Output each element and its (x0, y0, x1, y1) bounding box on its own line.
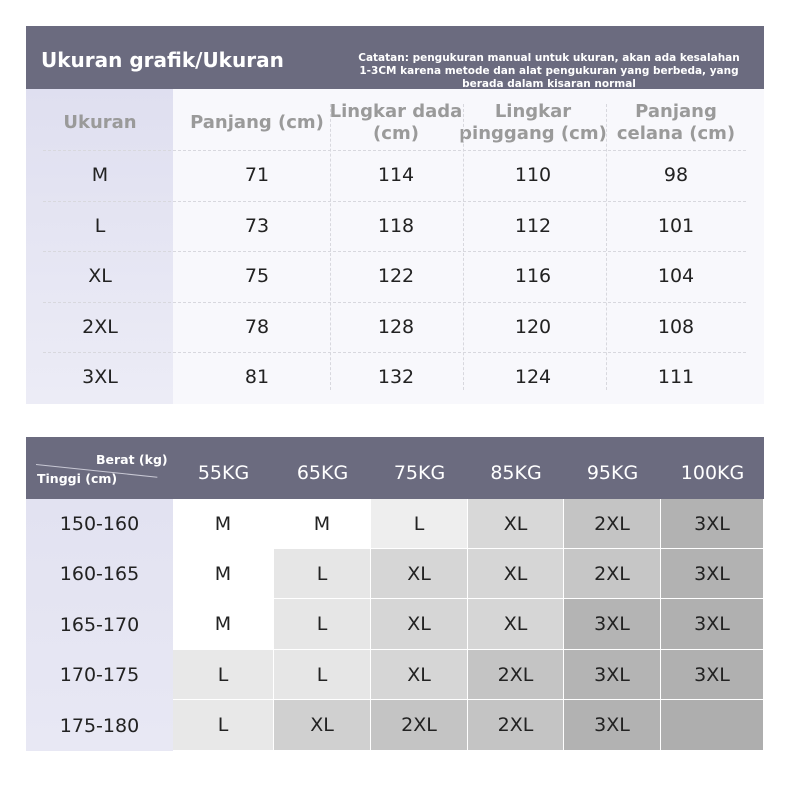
row-divider (43, 251, 746, 252)
column-divider (606, 104, 607, 390)
measurement-cell: 114 (377, 164, 415, 186)
measurement-cell: 78 (244, 316, 270, 338)
size-label-cell: 2XL (82, 316, 118, 338)
recommended-size-cell: 2XL (468, 700, 564, 751)
size-chart-title: Ukuran grafik/Ukuran (41, 48, 284, 72)
measurement-cell: 71 (244, 164, 270, 186)
column-divider (463, 104, 464, 390)
measurement-cell: 128 (377, 316, 415, 338)
measurement-cell: 73 (244, 215, 270, 237)
recommended-size-cell: L (274, 549, 371, 599)
recommended-size-cell: M (274, 499, 371, 549)
size-label-cell: M (91, 164, 109, 186)
height-range-cell: 150-160 (59, 513, 140, 535)
recommended-size-cell: L (371, 499, 468, 549)
weight-header-cell: 85KG (490, 462, 542, 484)
recommended-size-cell (661, 700, 764, 751)
row-divider (43, 150, 746, 151)
height-range-cell: 165-170 (59, 613, 140, 636)
header-chest: Lingkar dada (cm) (329, 101, 463, 144)
recommended-size-cell: 3XL (661, 549, 764, 599)
size-chart-panel (26, 26, 764, 404)
row-divider (43, 201, 746, 202)
measurement-cell: 120 (514, 316, 552, 338)
recommended-size-cell: 3XL (564, 599, 661, 650)
size-label-cell: L (94, 215, 106, 237)
measurement-cell: 124 (514, 366, 552, 388)
column-divider (330, 104, 331, 390)
weight-header-cell: 55KG (197, 462, 250, 484)
weight-header-cell: 100KG (680, 462, 745, 484)
recommended-size-cell: XL (468, 499, 564, 549)
header-size: Ukuran (63, 112, 137, 133)
size-chart-note: Catatan: pengukuran manual untuk ukuran, akan ada kesalahan 1-3CM karena metode dan alat pengukuran yang berbeda, yang berada dalam kisaran normal (358, 52, 740, 90)
header-waist: Lingkar pinggang (cm) (459, 101, 607, 144)
recommended-size-cell: XL (371, 599, 468, 650)
row-divider (43, 352, 746, 353)
measurement-cell: 104 (657, 265, 695, 287)
measurement-cell: 110 (514, 164, 552, 186)
measurement-cell: 111 (657, 366, 695, 388)
recommended-size-cell: 3XL (661, 599, 764, 650)
header-pants-length: Panjang celana (cm) (616, 101, 736, 144)
recommended-size-cell: 2XL (468, 650, 564, 700)
weight-axis-label: Berat (kg) (96, 452, 168, 467)
recommended-size-cell: XL (274, 700, 371, 751)
measurement-cell: 108 (657, 316, 695, 338)
recommended-size-cell: 3XL (661, 499, 764, 549)
measurement-cell: 122 (377, 265, 415, 287)
recommended-size-cell: L (274, 599, 371, 650)
weight-header-cell: 75KG (393, 462, 446, 484)
recommended-size-cell: 2XL (564, 499, 661, 549)
header-length: Panjang (cm) (190, 112, 324, 133)
recommended-size-cell: L (274, 650, 371, 700)
measurement-cell: 101 (657, 215, 695, 237)
size-chart-header (26, 26, 764, 89)
recommended-size-cell: XL (371, 549, 468, 599)
recommended-size-cell: 2XL (564, 549, 661, 599)
measurement-cell: 132 (377, 366, 415, 388)
row-divider (43, 302, 746, 303)
recommended-size-cell: L (173, 700, 274, 751)
measurement-cell: 118 (377, 215, 415, 237)
recommended-size-cell: 3XL (661, 650, 764, 700)
size-label-cell: 3XL (82, 366, 118, 388)
recommended-size-cell: XL (371, 650, 468, 700)
weight-header-row (26, 437, 764, 499)
recommended-size-cell: M (173, 599, 274, 650)
measurement-cell: 116 (514, 265, 552, 287)
recommended-size-cell: XL (468, 599, 564, 650)
recommended-size-cell: XL (468, 549, 564, 599)
height-range-cell: 175-180 (59, 714, 140, 737)
recommended-size-cell: 2XL (371, 700, 468, 751)
recommended-size-cell: 3XL (564, 700, 661, 751)
recommended-size-cell: M (173, 549, 274, 599)
recommended-size-cell: 3XL (564, 650, 661, 700)
size-label-cell: XL (88, 265, 112, 287)
measurement-cell: 81 (244, 366, 270, 388)
measurement-cell: 98 (663, 164, 689, 186)
measurement-cell: 75 (244, 265, 270, 287)
recommended-size-cell: M (173, 499, 274, 549)
weight-header-cell: 65KG (296, 462, 349, 484)
weight-header-cell: 95KG (586, 462, 639, 484)
height-range-cell: 170-175 (59, 664, 140, 686)
measurement-cell: 112 (514, 215, 552, 237)
height-range-cell: 160-165 (59, 563, 140, 585)
recommended-size-cell: L (173, 650, 274, 700)
height-axis-label: Tinggi (cm) (37, 471, 118, 486)
size-recommendation-panel (26, 437, 764, 751)
